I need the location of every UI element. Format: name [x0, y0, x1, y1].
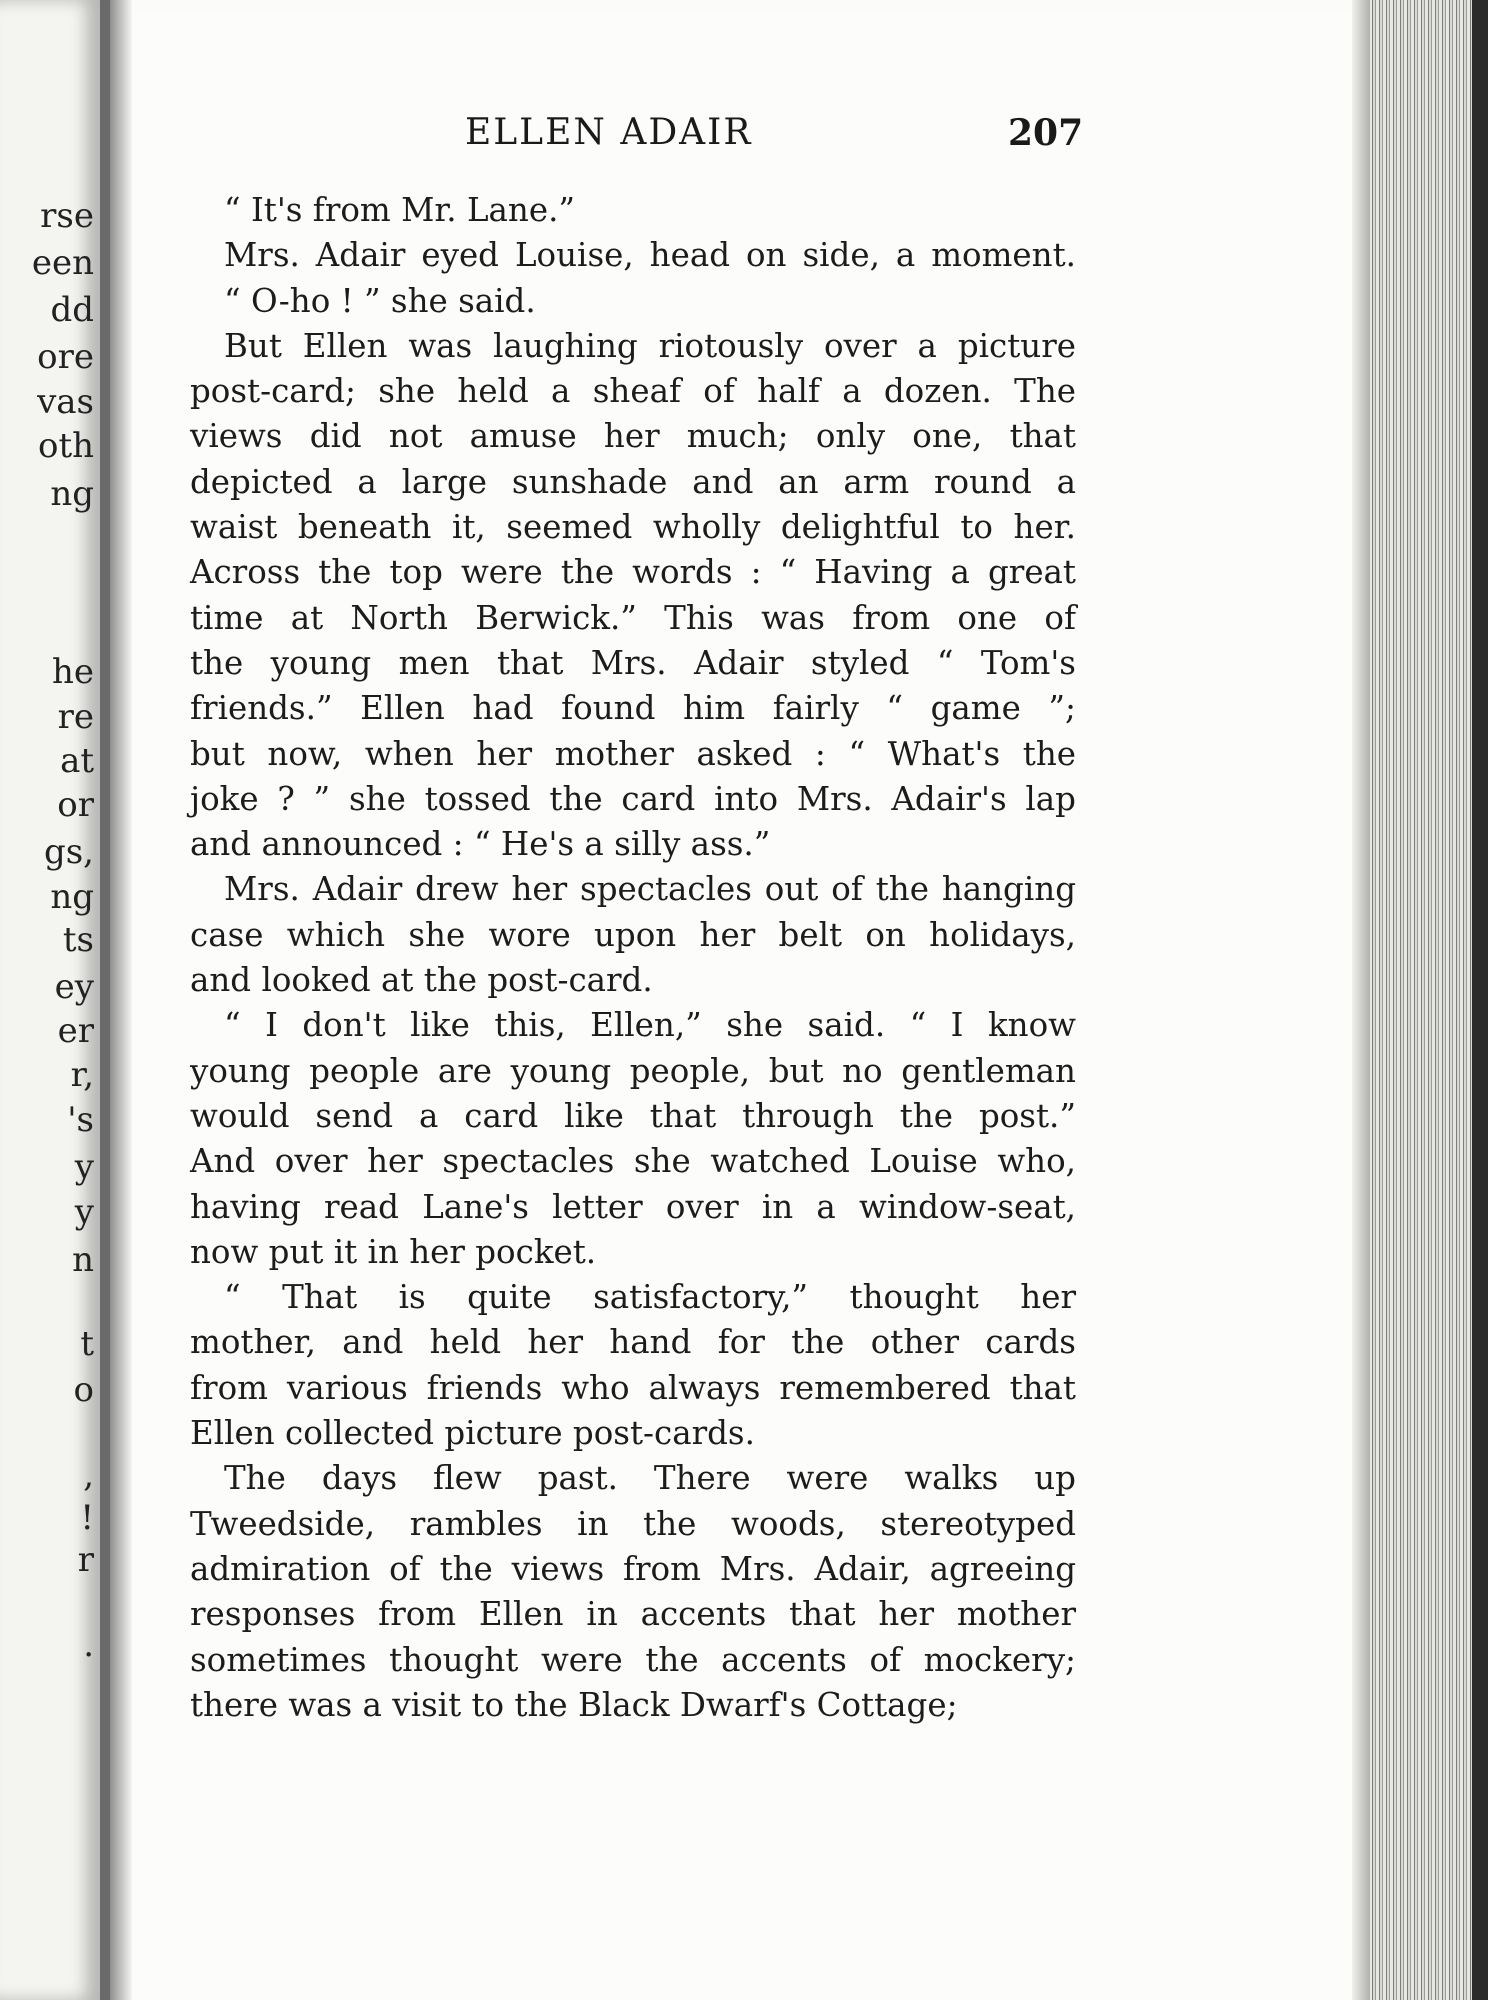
text-line: time at North Berwick.” This was from one of [190, 598, 1076, 637]
running-head-title: ELLEN ADAIR [465, 112, 753, 153]
body-text [190, 188, 1076, 1728]
left-page-fragment: . [83, 1625, 94, 1665]
text-line: depicted a large sunshade and an arm round a [190, 462, 1076, 501]
text-line: “ That is quite satisfactory,” thought her [224, 1278, 1076, 1317]
left-page-fragment: o [73, 1370, 94, 1410]
text-line: and announced : “ He's a silly ass.” [190, 825, 771, 864]
text-line: and looked at the post-card. [190, 961, 653, 1000]
text-line: young people are young people, but no gentleman [190, 1051, 1076, 1090]
page-edges [1352, 0, 1488, 2000]
left-facing-page [0, 0, 110, 2000]
left-page-fragment: er [57, 1011, 94, 1051]
left-page-fragment: ng [50, 877, 94, 917]
text-line: Mrs. Adair eyed Louise, head on side, a moment. [224, 236, 1076, 275]
left-page-fragment: r, [70, 1055, 94, 1095]
text-line: “ O-ho ! ” she said. [224, 281, 536, 320]
left-page-fragment: he [51, 652, 94, 692]
left-page-fragment: , [83, 1455, 94, 1495]
left-page-fragment: rse [40, 196, 94, 236]
text-line: views did not amuse her much; only one, that [190, 417, 1076, 456]
text-line: from various friends who always remembered that [190, 1368, 1076, 1407]
left-page-fragment: dd [50, 290, 94, 330]
left-page-fragment: r [77, 1540, 94, 1580]
text-line: But Ellen was laughing riotously over a picture [224, 326, 1076, 365]
text-line: would send a card like that through the post.” [190, 1096, 1076, 1135]
text-line: mother, and held her hand for the other cards [190, 1323, 1076, 1362]
text-line: responses from Ellen in accents that her mother [190, 1595, 1076, 1634]
text-line: “ It's from Mr. Lane.” [224, 191, 576, 229]
text-line: Ellen collected picture post-cards. [190, 1414, 755, 1453]
text-line: friends.” Ellen had found him fairly “ game ”; [190, 689, 1076, 728]
text-line: waist beneath it, seemed wholly delightful to her. [190, 508, 1076, 547]
text-line: Across the top were the words : “ Having a great [190, 553, 1076, 592]
left-page-fragment: een [31, 243, 94, 283]
left-page-fragment: y [74, 1192, 94, 1232]
left-page-fragment: gs, [43, 832, 94, 872]
left-page-fragment: ore [37, 337, 94, 377]
text-line: Mrs. Adair drew her spectacles out of the hanging [224, 870, 1076, 909]
left-page-fragment: 's [67, 1100, 94, 1140]
text-line: post-card; she held a sheaf of half a dozen. The [190, 372, 1076, 411]
left-page-fragment: ey [54, 967, 94, 1007]
left-page-fragment: vas [37, 382, 94, 422]
text-line: now put it in her pocket. [190, 1232, 597, 1271]
text-line: there was a visit to the Black Dwarf's Cottage; [190, 1685, 958, 1724]
left-page-fragment: re [57, 697, 94, 737]
left-page-fragment: oth [37, 426, 94, 466]
text-line: Tweedside, rambles in the woods, stereotyped [190, 1504, 1076, 1543]
book-gutter [110, 0, 132, 2000]
left-page-fragment: ng [50, 474, 94, 514]
text-line: joke ? ” she tossed the card into Mrs. Adair's lap [190, 779, 1076, 818]
text-line: The days flew past. There were walks up [224, 1459, 1076, 1498]
left-page-fragment: ts [62, 920, 94, 960]
text-line: sometimes thought were the accents of mockery; [190, 1640, 1076, 1679]
page-number: 207 [1008, 112, 1084, 154]
text-line: case which she wore upon her belt on holidays, [190, 915, 1076, 954]
text-line: admiration of the views from Mrs. Adair, agreeing [190, 1549, 1076, 1588]
text-line: the young men that Mrs. Adair styled “ Tom's [190, 643, 1076, 682]
text-line: but now, when her mother asked : “ What's the [190, 734, 1076, 773]
text-line: having read Lane's letter over in a window-seat, [190, 1187, 1076, 1226]
left-page-fragment: at [60, 741, 94, 781]
left-page-fragment: y [74, 1147, 94, 1187]
text-line: “ I don't like this, Ellen,” she said. “ I know [224, 1006, 1076, 1045]
left-page-fragment: ! [80, 1498, 94, 1538]
text-line: And over her spectacles she watched Louise who, [190, 1142, 1076, 1181]
left-page-fragment: or [57, 785, 94, 825]
left-page-fragment: t [80, 1324, 94, 1364]
left-page-fragment: n [72, 1240, 94, 1280]
